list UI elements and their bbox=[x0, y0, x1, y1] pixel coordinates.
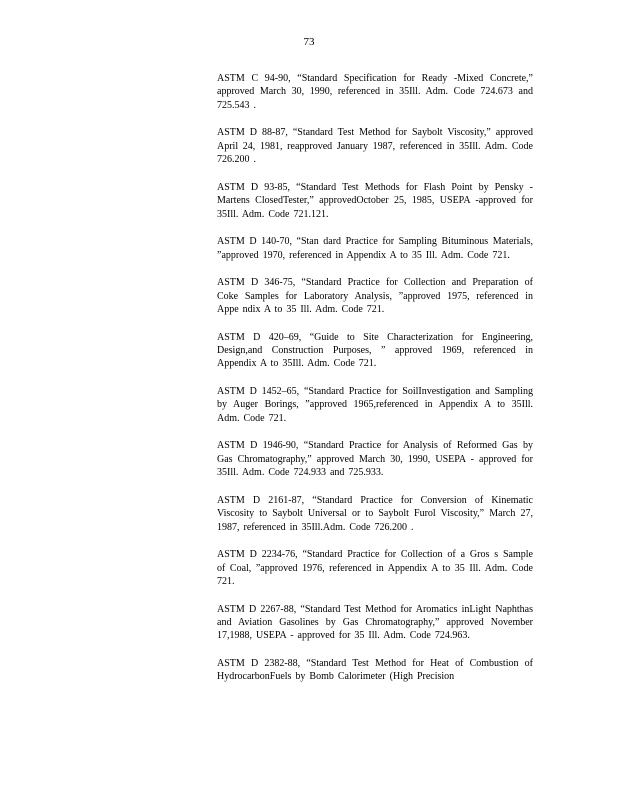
reference-entry: ASTM D 1452–65, “Standard Practice for SoilInvestigation and Sampling by Auger Borings, ”approved 1965,referenced in Appendix A to 35Ill. Adm. Code 721. bbox=[217, 386, 533, 424]
reference-entry: ASTM D 140-70, “Stan dard Practice for Sampling Bituminous Materials, ”approved 1970, referenced in Appendix A to 35 Ill. Adm. Code 721. bbox=[217, 236, 533, 261]
page-number: 73 bbox=[303, 36, 315, 48]
reference-entry: ASTM D 2234-76, “Standard Practice for Collection of a Gros s Sample of Coal, ”approved 1976, referenced in Appendix A to 35 Ill. Adm. Code 721. bbox=[217, 549, 533, 588]
reference-entry: ASTM D 420–69, “Guide to Site Characterization for Engineering, Design,and Construction Purposes, ” approved 1969, referenced in Appendix A to 35Ill. Adm. Code 721. bbox=[217, 331, 533, 370]
reference-entry: ASTM D 88-87, “Standard Test Method for Saybolt Viscosity,” approved April 24, 1981, reapproved January 1987, referenced in 35Ill. Adm. Code 726.200 . bbox=[217, 127, 533, 166]
reference-entry: ASTM D 2267-88, “Standard Test Method for Aromatics inLight Naphthas and Aviation Gasolines by Gas Chromatography,” approved November 17,1988, USEPA - approved for 35 Ill. Adm. Code 724.963. bbox=[217, 603, 533, 642]
reference-list bbox=[217, 72, 533, 698]
reference-entry: ASTM C 94-90, “Standard Specification for Ready -Mixed Concrete,” approved March 30, 1990, referenced in 35Ill. Adm. Code 724.673 and 725.543 . bbox=[217, 73, 533, 111]
reference-entry: ASTM D 2382-88, “Standard Test Method for Heat of Combustion of HydrocarbonFuels by Bomb Calorimeter (High Precision bbox=[217, 658, 533, 683]
reference-entry: ASTM D 1946-90, “Standard Practice for Analysis of Reformed Gas by Gas Chromatography,” approved March 30, 1990, USEPA - approved for 35Ill. Adm. Code 724.933 and 725.933. bbox=[217, 440, 533, 479]
reference-entry: ASTM D 346-75, “Standard Practice for Collection and Preparation of Coke Samples for Laboratory Analysis, ”approved 1975, referenced in Appe ndix A to 35 Ill. Adm. Code 721. bbox=[217, 277, 533, 316]
reference-entry: ASTM D 93-85, “Standard Test Methods for Flash Point by Pensky -Martens ClosedTester,” approvedOctober 25, 1985, USEPA -approved for 35Ill. Adm. Code 721.121. bbox=[217, 181, 533, 220]
reference-entry: ASTM D 2161-87, “Standard Practice for Conversion of Kinematic Viscosity to Saybolt Universal or to Saybolt Furol Viscosity,” March 27, 1987, referenced in 35Ill.Adm. Code 726.200 . bbox=[217, 494, 533, 533]
